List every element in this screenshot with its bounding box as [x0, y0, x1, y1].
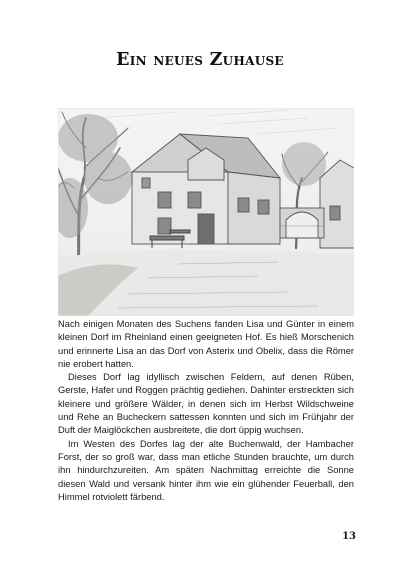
paragraph: Nach einigen Monaten des Suchens fanden Lisa und Günter in einem kleinen Dorf im Rheinland einen geeigneten Hof. Es hieß Morschenich und erinnerte Lisa an das Dorf von Asterix und Obelix, dass die Römer nie erobert hatten.	[58, 319, 354, 369]
chapter-title: Ein neues Zuhause	[116, 50, 284, 70]
page-number: 13	[342, 531, 356, 542]
paragraph: Im Westen des Dorfes lag der alte Buchenwald, der Hambacher Forst, der so groß war, dass man etliche Stunden brauchte, um durch ihn hindurchzureiten. Am späten Nachmittag erreichte die Sonne diesen Wald und versank hinter ihm wie ein glühender Feuerball, den Himmel rotviolett färbend.	[58, 438, 354, 502]
body-text	[58, 318, 354, 504]
farmyard-pencil-sketch	[58, 108, 354, 316]
paragraph: Dieses Dorf lag idyllisch zwischen Feldern, auf denen Rüben, Gerste, Hafer und Roggen prächtig gediehen. Dahinter erstreckten sich kleinere und größere Wälder, in denen sich im Herbst Wildschweine und Rehe an Bucheckern sattessen konnten und sich im Frühjahr der Duft der Maiglöckchen ausbreitete, die dort üppig wuchsen.	[58, 372, 354, 436]
